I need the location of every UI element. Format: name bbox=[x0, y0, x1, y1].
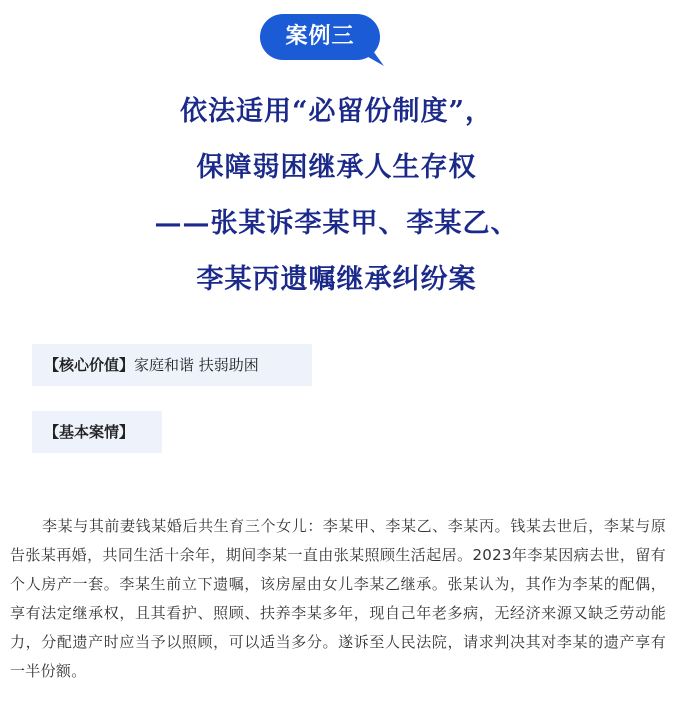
case-facts-paragraph: 李某与其前妻钱某婚后共生育三个女儿：李某甲、李某乙、李某丙。钱某去世后，李某与原告张某再婚，共同生活十余年，期间李某一直由张某照顾生活起居。2023年李某因病去世，留有个人房产一套。李某生前立下遗嘱，该房屋由女儿李某乙继承。张某认为，其作为李某的配偶，享有法定继承权，且其看护、照顾、扶养李某多年，现自己年老多病，无经济来源又缺乏劳动能力，分配遗产时应当予以照顾，可以适当多分。遂诉至人民法院，请求判决其对李某的遗产享有一半份额。 bbox=[10, 517, 666, 680]
case-number-badge bbox=[260, 14, 384, 66]
title-line-2: 保障弱困继承人生存权 bbox=[196, 152, 477, 183]
case-number-label: 案例三 bbox=[285, 24, 355, 49]
core-value-text: 家庭和谐 扶弱助困 bbox=[134, 356, 259, 374]
title-line-1: 依法适用“必留份制度”， bbox=[179, 96, 494, 127]
case-title bbox=[0, 84, 673, 308]
core-value-label: 【核心价值】 bbox=[44, 356, 135, 374]
basic-facts-label: 【基本案情】 bbox=[44, 423, 135, 441]
basic-facts-section bbox=[32, 411, 162, 453]
title-line-3: ——张某诉李某甲、李某乙、 bbox=[154, 208, 519, 239]
title-line-4: 李某丙遗嘱继承纠纷案 bbox=[196, 264, 477, 295]
core-value-section bbox=[32, 344, 312, 386]
